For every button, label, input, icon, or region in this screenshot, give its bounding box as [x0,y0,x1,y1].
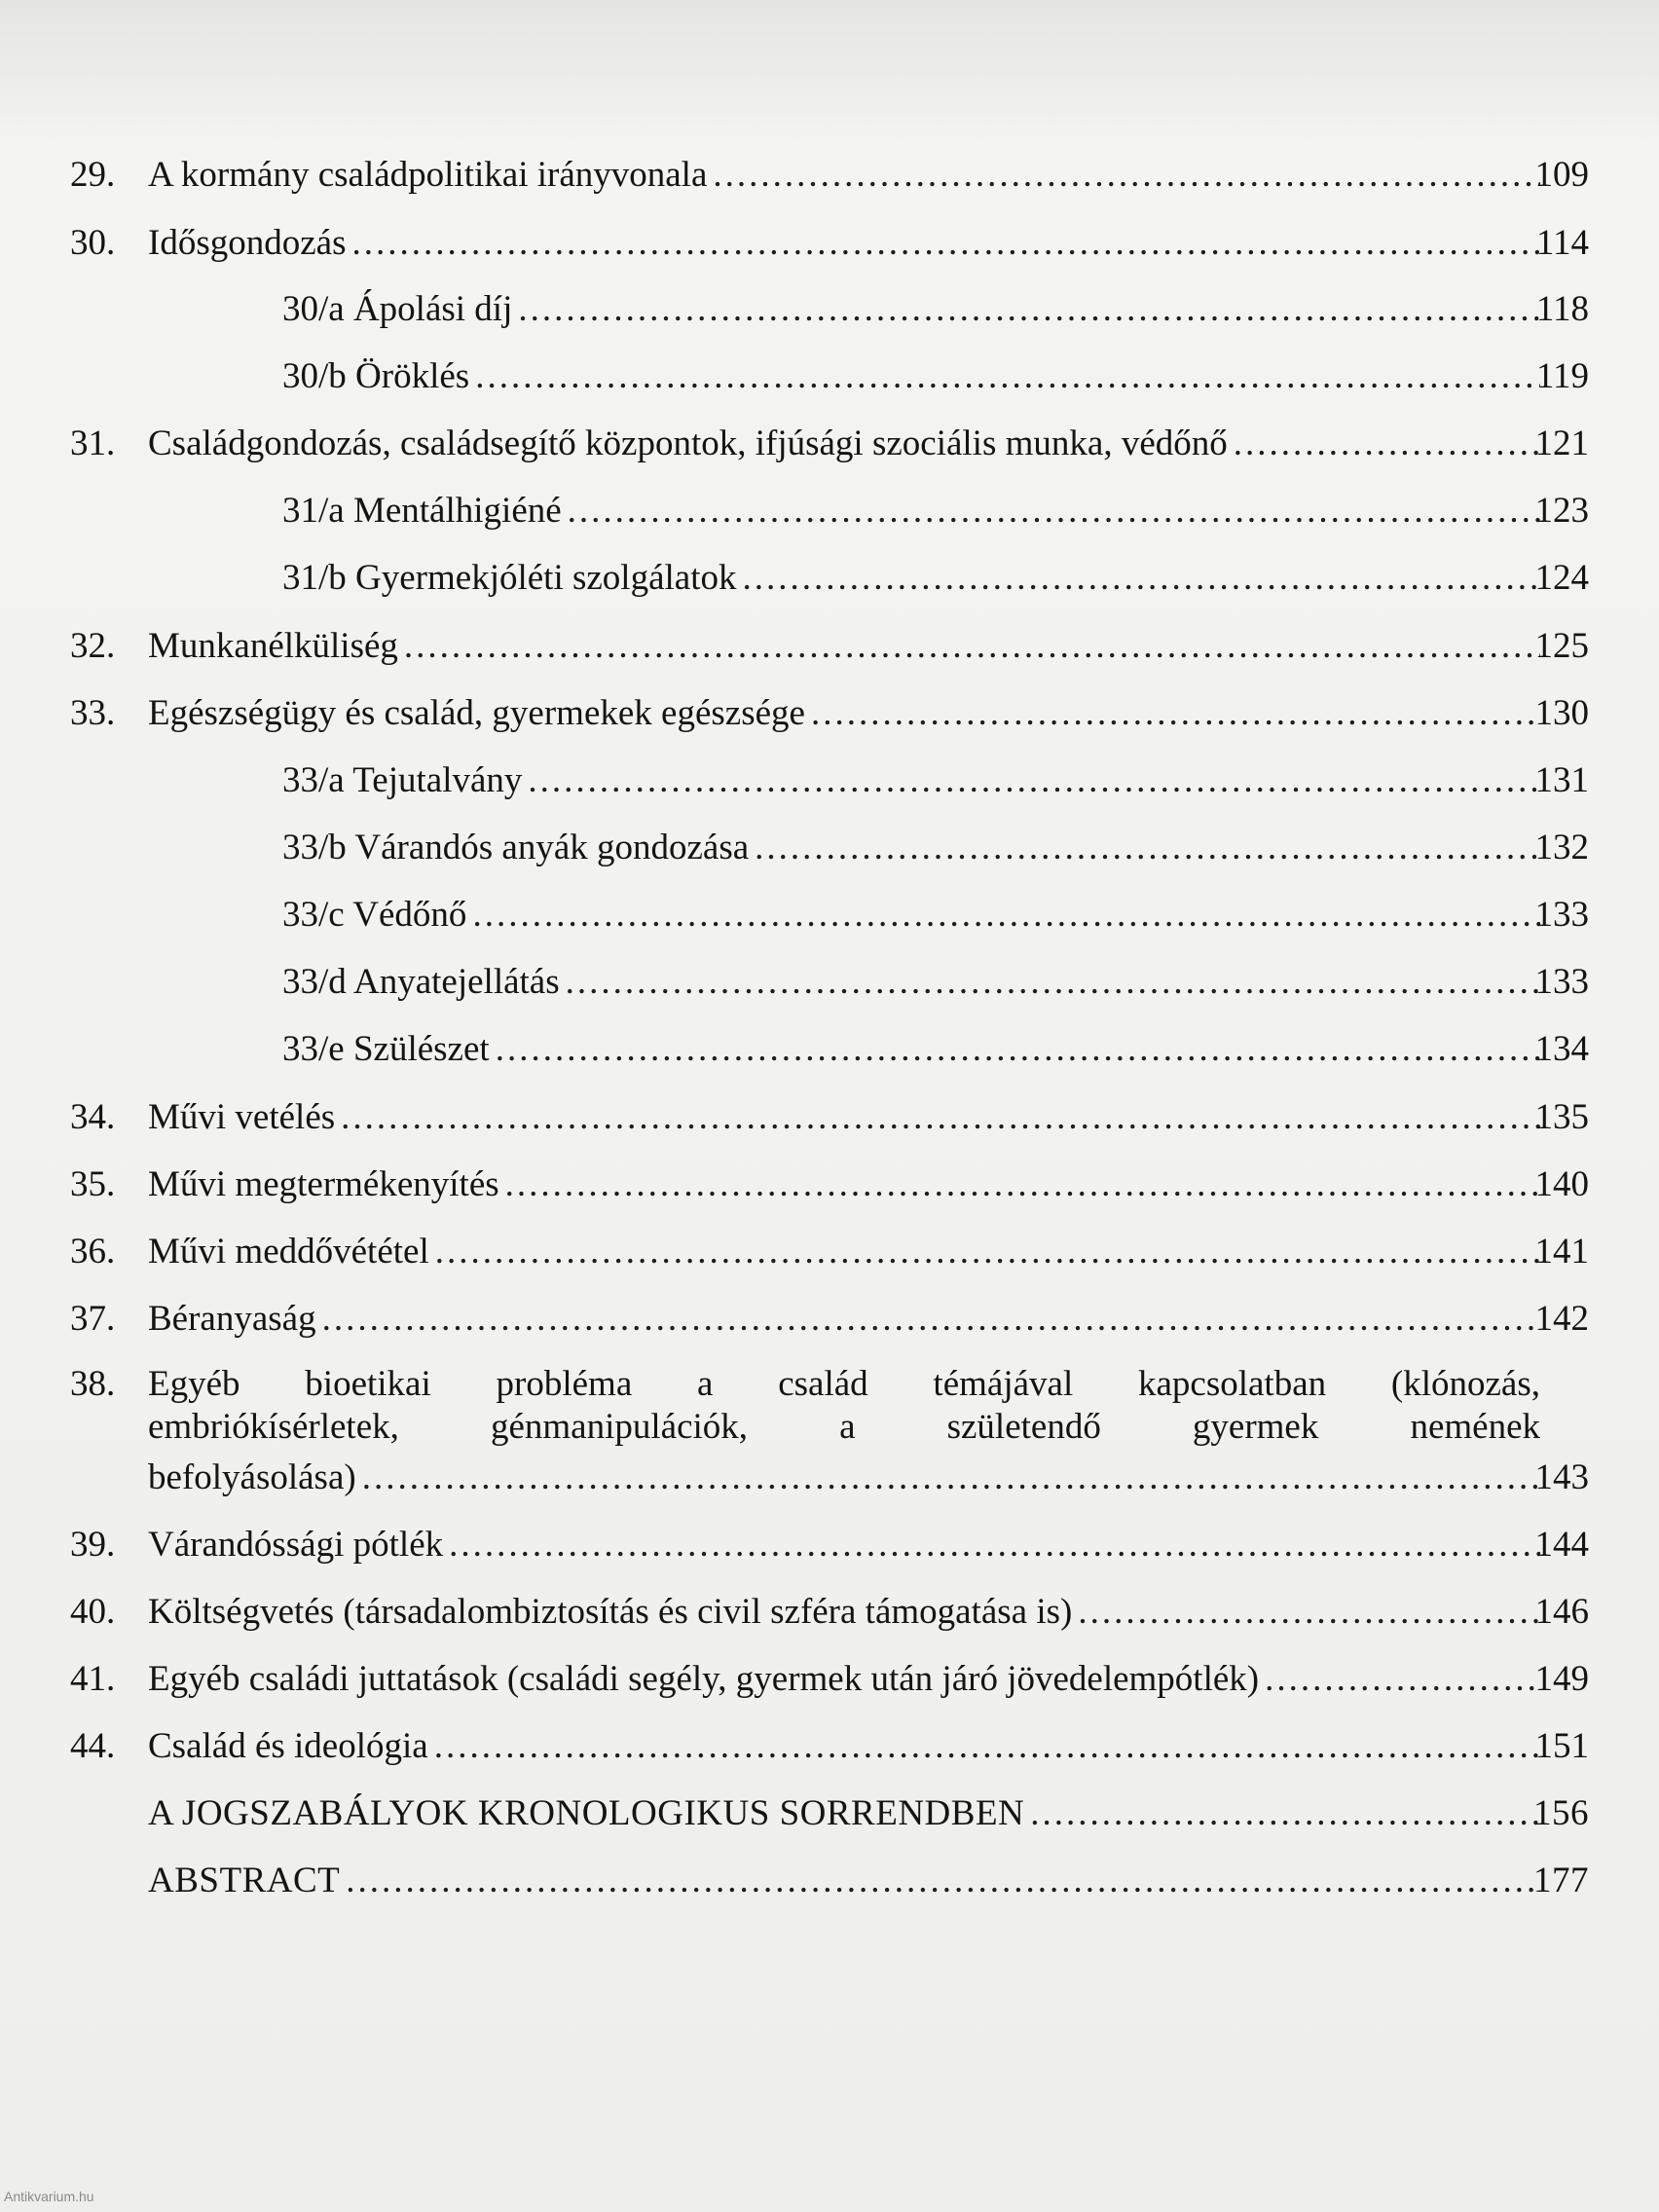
entry-number: 38. [70,1364,116,1404]
entry-number: 33. [70,693,116,733]
entry-title: Várandóssági pótlék [148,1525,444,1565]
toc-entry-abstract [70,1852,1589,1910]
dot-leader [435,1223,1540,1281]
toc-entry [70,1088,1589,1147]
entry-title: 33/a Tejutalvány [282,760,523,800]
entry-title: 33/e Szülészet [282,1029,490,1069]
dot-leader [755,819,1540,877]
entry-page-number: 177 [1533,1861,1589,1900]
entry-title: 30/b Öröklés [282,356,470,396]
toc-entry [70,1583,1589,1641]
entry-number: 37. [70,1299,116,1339]
toc-entry [70,415,1589,473]
watermark: Antikvarium.hu [4,2189,94,2204]
entry-page-number: 130 [1534,693,1589,733]
dot-leader [351,214,1540,273]
entry-title-multiline [148,1363,1540,1449]
entry-title: 30/a Ápolási díj [282,289,513,329]
entry-page-number: 141 [1534,1232,1589,1272]
entry-title: 33/b Várandós anyák gondozása [282,828,750,867]
toc-entry [70,1650,1589,1709]
dot-leader [449,1516,1540,1574]
toc-subentry [70,819,1589,877]
entry-page-number: 121 [1534,424,1589,463]
dot-leader [1078,1583,1540,1641]
entry-number: 30. [70,223,116,263]
entry-number: 35. [70,1164,116,1204]
toc-subentry [70,348,1589,406]
dot-leader [1234,415,1540,473]
entry-page-number: 156 [1533,1793,1589,1833]
dot-leader [566,953,1540,1012]
toc-entry [70,1717,1589,1776]
toc-subentry [70,953,1589,1012]
entry-title: ABSTRACT [148,1861,341,1900]
entry-page-number: 142 [1534,1299,1589,1339]
entry-page-number: 144 [1534,1525,1589,1565]
toc-subentry [70,1020,1589,1079]
entry-title: 31/b Gyermekjóléti szolgálatok [282,558,737,598]
toc-subentry [70,280,1589,339]
entry-page-number: 132 [1534,828,1589,867]
toc-subentry [70,886,1589,944]
entry-page-number: 143 [1534,1457,1589,1497]
entry-page-number: 109 [1534,155,1589,195]
entry-title: Családgondozás, családsegítő központok, ifjúsági szociális munka, védőnő [148,424,1228,463]
entry-page-number: 134 [1534,1029,1589,1069]
dot-leader [341,1088,1540,1147]
entry-title: Művi meddővététel [148,1232,429,1272]
entry-number: 39. [70,1525,116,1565]
entry-page-number: 133 [1534,962,1589,1002]
toc-entry-continuation [70,1449,1589,1507]
entry-title: 33/c Védőnő [282,895,467,935]
toc-subentry [70,752,1589,810]
page-shadow [0,0,1659,146]
dot-leader [743,549,1541,608]
entry-page-number: 149 [1534,1659,1589,1699]
dot-leader [346,1852,1540,1910]
toc-entry [70,617,1589,676]
toc-subentry [70,482,1589,540]
entry-page-number: 146 [1534,1592,1589,1632]
entry-page-number: 131 [1534,760,1589,800]
dot-leader [434,1717,1540,1776]
toc-entry [70,1156,1589,1214]
entry-number: 41. [70,1659,116,1699]
dot-leader [713,146,1540,204]
dot-leader [362,1449,1540,1507]
dot-leader [1030,1785,1540,1843]
entry-title: A JOGSZABÁLYOK KRONOLOGIKUS SORRENDBEN [148,1793,1025,1833]
dot-leader [404,617,1540,676]
entry-number: 44. [70,1726,116,1766]
toc-entry [70,1223,1589,1281]
entry-title: Egyéb családi juttatások (családi segély, gyermek után járó jövedelempótlék) [148,1659,1260,1699]
entry-number: 40. [70,1592,116,1632]
entry-page-number: 135 [1534,1097,1589,1137]
entry-title-line: embriókísérletek, génmanipulációk, a születendő gyermek nemének [148,1407,1540,1447]
entry-title-line: Egyéb bioetikai probléma a család témájával kapcsolatban (klónozás, [148,1364,1540,1404]
entry-title: Béranyaság [148,1299,316,1339]
entry-page-number: 140 [1534,1164,1589,1204]
entry-title: Művi vetélés [148,1097,336,1137]
toc-subentry [70,549,1589,608]
toc-entry [70,214,1589,273]
dot-leader [811,684,1540,743]
dot-leader [518,280,1540,339]
entry-number: 29. [70,155,116,195]
dot-leader [322,1290,1540,1348]
entry-title: Idősgondozás [148,223,347,263]
entry-page-number: 123 [1534,491,1589,531]
entry-page-number: 133 [1534,895,1589,935]
entry-title: 31/a Mentálhigiéné [282,491,562,531]
entry-page-number: 114 [1535,223,1589,263]
dot-leader [475,348,1540,406]
entry-page-number: 118 [1535,289,1589,329]
entry-page-number: 119 [1535,356,1589,396]
toc-entry [70,146,1589,204]
dot-leader [472,886,1540,944]
toc-entry [70,1516,1589,1574]
dot-leader [496,1020,1540,1079]
entry-title: 33/d Anyatejellátás [282,962,560,1002]
entry-page-number: 125 [1534,626,1589,666]
entry-number: 32. [70,626,116,666]
entry-title: Család és ideológia [148,1726,428,1766]
entry-number: 36. [70,1232,116,1272]
entry-page-number: 124 [1534,558,1589,598]
entry-page-number: 151 [1534,1726,1589,1766]
dot-leader [568,482,1540,540]
dot-leader [528,752,1540,810]
toc-entry-appendix [70,1785,1589,1843]
dot-leader [505,1156,1540,1214]
entry-title: Egészségügy és család, gyermekek egészsége [148,693,805,733]
toc-entry [70,1290,1589,1348]
toc-entry [70,684,1589,743]
entry-title: befolyásolása) [148,1457,356,1497]
entry-title: A kormány családpolitikai irányvonala [148,155,708,195]
entry-number: 34. [70,1097,116,1137]
dot-leader [1265,1650,1540,1709]
entry-number: 31. [70,424,116,463]
entry-title: Munkanélküliség [148,626,398,666]
entry-title: Költségvetés (társadalombiztosítás és civil szféra támogatása is) [148,1592,1073,1632]
entry-title: Művi megtermékenyítés [148,1164,499,1204]
